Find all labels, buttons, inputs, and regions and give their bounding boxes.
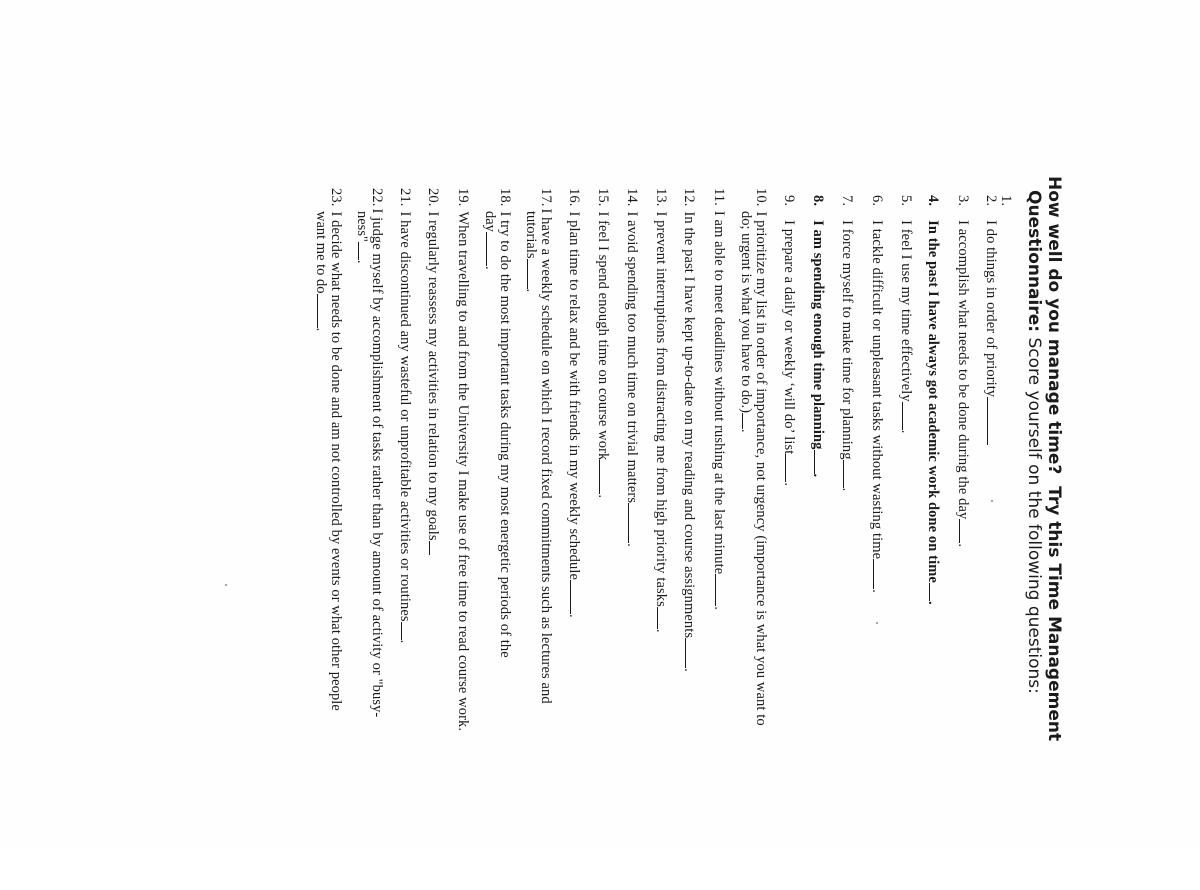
answer-blank[interactable] [358, 242, 370, 260]
title-question: How well do you manage time? [1044, 176, 1064, 475]
question-number: 7. [839, 195, 855, 207]
question-number: 4. [925, 195, 941, 207]
question-text: I am able to meet deadlines without rushing at the last minute [711, 210, 727, 575]
question-text: I avoid spending too much time on trivial matters [624, 211, 640, 504]
scan-speck [991, 500, 993, 502]
question-number: 5. [898, 195, 914, 207]
question-number: 9. [781, 195, 797, 207]
question-text: I plan time to relax and be with friends in my weekly schedule [566, 211, 582, 581]
question-2 [983, 166, 999, 886]
document-subtitle [1024, 190, 1043, 890]
answer-blank[interactable] [987, 397, 999, 445]
answer-blank[interactable] [715, 574, 727, 606]
question-text: I do things in order of priority [983, 220, 999, 398]
question-number: 2. [983, 195, 999, 207]
question-12: 12.In the past I have kept up-to-date on my reading and course assignments. [681, 188, 697, 672]
question-number: 18. [497, 188, 513, 207]
question-text: I prepare a daily or weekly ‘will do’ list [781, 220, 797, 455]
answer-blank[interactable] [902, 402, 914, 430]
question-number: 16. [566, 188, 582, 207]
question-number: 15. [595, 188, 611, 207]
question-7: 7.I force myself to make time for planning. [839, 195, 855, 492]
answer-blank[interactable] [814, 450, 826, 474]
question-text: I regularly reassess my activities in relation to my goals [425, 211, 441, 541]
question-text: I have discontinued any wasteful or unprofitable activities or routines [397, 211, 413, 622]
question-text-continued: tutorials [523, 211, 539, 259]
question-text: I decide what needs to be done and am not controlled by events or what other people [328, 211, 344, 711]
answer-blank[interactable] [785, 454, 797, 482]
question-number: 8. [810, 195, 826, 207]
answer-blank[interactable] [317, 294, 329, 328]
question-5: 5.I feel I use my time effectively. [898, 195, 914, 434]
answer-blank[interactable] [657, 607, 669, 629]
question-number: 14. [624, 188, 640, 207]
scan-speck [876, 622, 878, 624]
question-number: 23. [328, 188, 344, 207]
question-1 [998, 166, 1013, 886]
question-number: 3. [955, 195, 971, 207]
question-8: 8.I am spending enough time planning. [810, 195, 826, 478]
question-18-continuation: day. [482, 211, 498, 270]
question-9: 9.I prepare a daily or weekly ‘will do’ list. [781, 195, 797, 487]
question-number: 22. [369, 188, 385, 207]
question-text-continued: day [482, 211, 498, 232]
answer-blank[interactable] [873, 559, 885, 589]
answer-blank[interactable] [628, 503, 640, 543]
question-text: I have a weekly schedule on which I record fixed commitments such as lectures and [538, 208, 554, 704]
question-text: I prevent interruptions from distracting me from high priority tasks [653, 211, 669, 607]
question-11: 11.I am able to meet deadlines without rushing at the last minute. [711, 188, 727, 611]
question-18 [497, 166, 512, 886]
answer-blank[interactable] [429, 541, 441, 555]
question-number: 12. [681, 188, 697, 207]
question-number: 17. [538, 188, 554, 207]
answer-blank[interactable] [570, 580, 582, 614]
question-text: In the past I have always got academic work done on time [925, 220, 941, 583]
answer-blank[interactable] [599, 460, 611, 494]
question-21: 21.I have discontinued any wasteful or unprofitable activities or routines. [397, 188, 413, 644]
question-17 [538, 166, 553, 886]
question-number: 13. [653, 188, 669, 207]
question-text: I prioritize my list in order of importance, not urgency (importance is what you want to [753, 211, 769, 726]
question-text-continued: want me to do [313, 211, 329, 294]
question-4: 4.In the past I have always got academic work done on time. [925, 195, 941, 605]
question-text: I am spending enough time planning [810, 220, 826, 450]
scan-speck [225, 584, 227, 586]
answer-blank[interactable] [527, 259, 539, 289]
question-text: I try to do the most important tasks during my most energetic periods of the [497, 211, 513, 658]
question-17-continuation: tutorials. [523, 211, 539, 293]
title-rest: Try this Time Management [1044, 486, 1064, 742]
question-20 [425, 166, 441, 886]
question-13: 13.I prevent interruptions from distracting me from high priority tasks. [653, 188, 669, 633]
question-6: 6.I tackle difficult or unpleasant tasks without wasting time. [869, 195, 885, 593]
subtitle-lead: Questionnaire: [1024, 190, 1044, 333]
answer-blank[interactable] [929, 583, 941, 601]
question-number: 1. [998, 195, 1014, 207]
question-number: 20. [425, 188, 441, 207]
answer-blank[interactable] [959, 519, 971, 543]
question-text: I tackle difficult or unpleasant tasks without wasting time [869, 220, 885, 560]
answer-blank[interactable] [843, 460, 855, 488]
question-22-continuation: ness". [354, 211, 370, 264]
question-10-continuation: do; urgent is what you have to do.). [738, 211, 754, 433]
question-19 [455, 166, 470, 886]
question-text-continued: ness" [354, 211, 370, 242]
document-title [1044, 176, 1063, 876]
answer-blank[interactable] [742, 413, 754, 429]
question-number: 10. [753, 188, 769, 207]
question-3: 3.I accomplish what needs to be done during the day. [955, 195, 971, 548]
answer-blank[interactable] [401, 622, 413, 640]
question-text: I accomplish what needs to be done during the day [955, 220, 971, 520]
answer-blank[interactable] [685, 638, 697, 668]
question-23-continuation: want me to do. [313, 211, 329, 332]
question-23 [328, 166, 343, 886]
question-text: When travelling to and from the University I make use of free time to read course work. [455, 211, 471, 732]
question-15: 15.I feel I spend enough time on course work. [595, 188, 611, 499]
question-number: 6. [869, 195, 885, 207]
question-number: 11. [711, 188, 727, 206]
question-text: I judge myself by accomplishment of tasks rather than by amount of activity or "busy- [369, 208, 385, 718]
question-14: 14.I avoid spending too much time on trivial matters. [624, 188, 640, 547]
subtitle-rest: Score yourself on the following questions: [1024, 337, 1044, 694]
question-number: 19. [455, 188, 471, 207]
question-text: I feel I spend enough time on course work [595, 211, 611, 461]
question-22 [369, 166, 384, 886]
answer-blank[interactable] [486, 232, 498, 266]
question-number: 21. [397, 188, 413, 207]
question-10 [753, 166, 768, 886]
question-text-continued: do; urgent is what you have to do.) [738, 211, 754, 413]
question-text: I feel I use my time effectively [898, 220, 914, 402]
question-text: I force myself to make time for planning [839, 220, 855, 460]
question-16: 16.I plan time to relax and be with friends in my weekly schedule. [566, 188, 582, 618]
questionnaire-sheet [113, 166, 1063, 886]
question-text: In the past I have kept up-to-date on my reading and course assignments [681, 211, 697, 639]
